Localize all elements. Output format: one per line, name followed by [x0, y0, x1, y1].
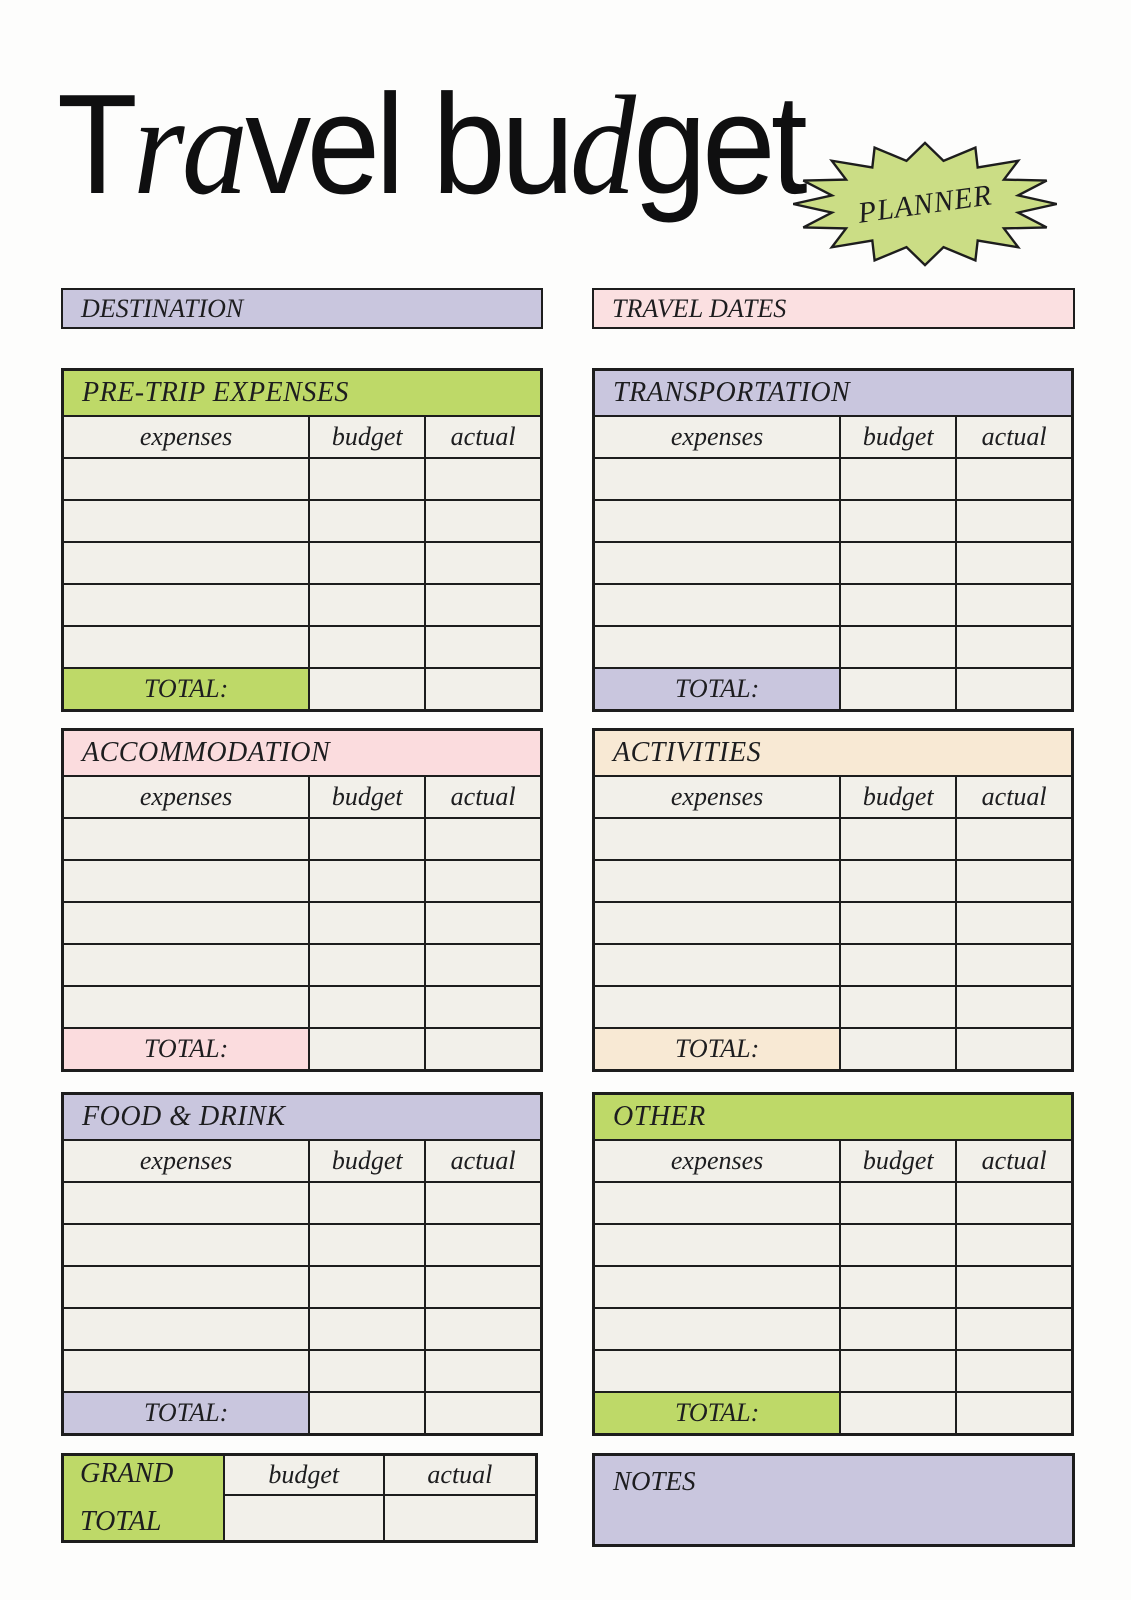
expense-name-cell[interactable]: [63, 1350, 310, 1392]
budget-cell[interactable]: [840, 1350, 956, 1392]
actual-cell[interactable]: [956, 1182, 1072, 1224]
total-row: [594, 1028, 1073, 1071]
total-budget-cell[interactable]: [840, 1392, 956, 1435]
actual-cell[interactable]: [956, 542, 1072, 584]
expense-name-cell[interactable]: [63, 860, 310, 902]
table-row: [63, 818, 542, 860]
actual-cell[interactable]: [956, 986, 1072, 1028]
expense-name-cell[interactable]: [63, 584, 310, 626]
table-row: [594, 902, 1073, 944]
table-row: [594, 1266, 1073, 1308]
total-budget-cell[interactable]: [309, 1392, 425, 1435]
section-title: ACCOMMODATION: [63, 730, 542, 777]
column-header-actual: actual: [425, 416, 541, 458]
column-header-expenses: expenses: [594, 1140, 841, 1182]
budget-cell[interactable]: [309, 626, 425, 668]
expense-name-cell[interactable]: [594, 1308, 841, 1350]
actual-cell[interactable]: [425, 944, 541, 986]
total-budget-cell[interactable]: [309, 668, 425, 711]
expense-name-cell[interactable]: [594, 1266, 841, 1308]
expense-name-cell[interactable]: [63, 542, 310, 584]
budget-cell[interactable]: [840, 818, 956, 860]
budget-cell[interactable]: [309, 584, 425, 626]
table-row: [63, 626, 542, 668]
actual-cell[interactable]: [425, 1308, 541, 1350]
actual-cell[interactable]: [956, 584, 1072, 626]
total-row: [63, 668, 542, 711]
expense-name-cell[interactable]: [63, 1266, 310, 1308]
total-actual-cell[interactable]: [425, 668, 541, 711]
table-row: [594, 1224, 1073, 1266]
table-row: [594, 584, 1073, 626]
notes-field[interactable]: [592, 1453, 1075, 1547]
title-segment: get: [633, 65, 804, 224]
table-row: [63, 860, 542, 902]
grand-total-label-line2: TOTAL: [80, 1506, 162, 1537]
total-actual-cell[interactable]: [425, 1392, 541, 1435]
total-budget-cell[interactable]: [840, 1028, 956, 1071]
section-title: ACTIVITIES: [594, 730, 1073, 777]
column-header-budget: budget: [309, 416, 425, 458]
grand-total-section: [61, 1453, 538, 1543]
section-transportation: [592, 368, 1074, 712]
table-row: [594, 860, 1073, 902]
expense-name-cell[interactable]: [594, 542, 841, 584]
expense-name-cell[interactable]: [594, 584, 841, 626]
table-row: [594, 542, 1073, 584]
table-row: [63, 1350, 542, 1392]
actual-cell[interactable]: [956, 902, 1072, 944]
table-row: [63, 458, 542, 500]
expense-name-cell[interactable]: [594, 986, 841, 1028]
actual-cell[interactable]: [956, 818, 1072, 860]
budget-cell[interactable]: [309, 818, 425, 860]
expense-name-cell[interactable]: [63, 818, 310, 860]
column-header-actual: actual: [956, 776, 1072, 818]
actual-cell[interactable]: [956, 944, 1072, 986]
table-row: [63, 986, 542, 1028]
page-title: [57, 65, 804, 224]
actual-cell[interactable]: [956, 626, 1072, 668]
expense-name-cell[interactable]: [63, 986, 310, 1028]
grand-budget-cell[interactable]: [224, 1495, 384, 1542]
budget-cell[interactable]: [309, 1266, 425, 1308]
total-actual-cell[interactable]: [425, 1028, 541, 1071]
column-header-actual: actual: [425, 776, 541, 818]
total-actual-cell[interactable]: [956, 1028, 1072, 1071]
actual-cell[interactable]: [425, 542, 541, 584]
actual-cell[interactable]: [956, 1350, 1072, 1392]
expense-name-cell[interactable]: [594, 860, 841, 902]
title-segment: T: [57, 65, 134, 224]
expense-name-cell[interactable]: [63, 458, 310, 500]
grand-budget-header: budget: [224, 1455, 384, 1496]
budget-cell[interactable]: [840, 1308, 956, 1350]
actual-cell[interactable]: [956, 1266, 1072, 1308]
expense-name-cell[interactable]: [63, 902, 310, 944]
actual-cell[interactable]: [425, 458, 541, 500]
table-row: [594, 1308, 1073, 1350]
destination-field[interactable]: [61, 288, 543, 329]
table-row: [63, 500, 542, 542]
total-budget-cell[interactable]: [309, 1028, 425, 1071]
table-row: [63, 542, 542, 584]
travel-dates-field[interactable]: [592, 288, 1075, 329]
grand-total-label-line1: GRAND: [80, 1457, 174, 1489]
table-row: [594, 458, 1073, 500]
actual-cell[interactable]: [425, 626, 541, 668]
table-row: [594, 500, 1073, 542]
total-actual-cell[interactable]: [956, 1392, 1072, 1435]
expense-name-cell[interactable]: [594, 458, 841, 500]
expense-name-cell[interactable]: [594, 1224, 841, 1266]
budget-cell[interactable]: [840, 626, 956, 668]
total-label: TOTAL:: [594, 668, 841, 711]
total-label: TOTAL:: [594, 1392, 841, 1435]
total-actual-cell[interactable]: [956, 668, 1072, 711]
table-row: [63, 1266, 542, 1308]
budget-cell[interactable]: [840, 902, 956, 944]
budget-cell[interactable]: [840, 500, 956, 542]
expense-name-cell[interactable]: [63, 1308, 310, 1350]
column-header-actual: actual: [956, 416, 1072, 458]
section-activities: [592, 728, 1074, 1072]
actual-cell[interactable]: [425, 902, 541, 944]
total-label: TOTAL:: [63, 1392, 310, 1435]
total-label: TOTAL:: [63, 668, 310, 711]
table-row: [594, 1182, 1073, 1224]
actual-cell[interactable]: [425, 1266, 541, 1308]
budget-cell[interactable]: [840, 1224, 956, 1266]
expense-name-cell[interactable]: [63, 944, 310, 986]
table-row: [594, 626, 1073, 668]
column-header-budget: budget: [840, 1140, 956, 1182]
grand-total-label: [63, 1455, 224, 1542]
actual-cell[interactable]: [956, 860, 1072, 902]
table-row: [63, 1308, 542, 1350]
expense-name-cell[interactable]: [594, 1182, 841, 1224]
budget-cell[interactable]: [840, 986, 956, 1028]
budget-cell[interactable]: [840, 1182, 956, 1224]
table-row: [63, 1224, 542, 1266]
planner-badge: [786, 141, 1064, 267]
badge-label: PLANNER: [856, 179, 995, 230]
budget-cell[interactable]: [309, 902, 425, 944]
title-segment: ra: [133, 66, 246, 224]
grand-actual-header: actual: [384, 1455, 537, 1496]
actual-cell[interactable]: [425, 500, 541, 542]
expense-name-cell[interactable]: [63, 500, 310, 542]
expense-name-cell[interactable]: [63, 1182, 310, 1224]
actual-cell[interactable]: [956, 1224, 1072, 1266]
budget-cell[interactable]: [840, 1266, 956, 1308]
budget-cell[interactable]: [309, 500, 425, 542]
budget-cell[interactable]: [309, 986, 425, 1028]
actual-cell[interactable]: [425, 1350, 541, 1392]
total-label: TOTAL:: [63, 1028, 310, 1071]
expense-name-cell[interactable]: [63, 626, 310, 668]
actual-cell[interactable]: [956, 1308, 1072, 1350]
destination-label: DESTINATION: [81, 293, 244, 323]
budget-cell[interactable]: [840, 944, 956, 986]
expense-name-cell[interactable]: [594, 944, 841, 986]
notes-label: NOTES: [613, 1466, 696, 1496]
actual-cell[interactable]: [425, 584, 541, 626]
budget-cell[interactable]: [309, 1308, 425, 1350]
table-row: [63, 1182, 542, 1224]
expense-name-cell[interactable]: [594, 500, 841, 542]
grand-actual-cell[interactable]: [384, 1495, 537, 1542]
budget-cell[interactable]: [840, 860, 956, 902]
column-header-actual: actual: [956, 1140, 1072, 1182]
column-header-expenses: expenses: [63, 1140, 310, 1182]
expense-name-cell[interactable]: [594, 902, 841, 944]
total-budget-cell[interactable]: [840, 668, 956, 711]
actual-cell[interactable]: [425, 860, 541, 902]
title-segment: d: [569, 66, 634, 224]
actual-cell[interactable]: [425, 1182, 541, 1224]
table-row: [594, 1350, 1073, 1392]
section-accommodation: [61, 728, 543, 1072]
travel-dates-label: TRAVEL DATES: [612, 293, 787, 323]
column-header-budget: budget: [840, 416, 956, 458]
table-row: [63, 944, 542, 986]
expense-name-cell[interactable]: [594, 1350, 841, 1392]
expense-name-cell[interactable]: [594, 626, 841, 668]
budget-cell[interactable]: [309, 944, 425, 986]
budget-cell[interactable]: [309, 1182, 425, 1224]
actual-cell[interactable]: [425, 986, 541, 1028]
budget-cell[interactable]: [840, 584, 956, 626]
total-row: [63, 1392, 542, 1435]
column-header-expenses: expenses: [63, 776, 310, 818]
table-row: [594, 818, 1073, 860]
column-header-expenses: expenses: [594, 416, 841, 458]
actual-cell[interactable]: [956, 458, 1072, 500]
budget-cell[interactable]: [309, 1224, 425, 1266]
budget-cell[interactable]: [309, 542, 425, 584]
expense-name-cell[interactable]: [63, 1224, 310, 1266]
total-row: [63, 1028, 542, 1071]
actual-cell[interactable]: [425, 818, 541, 860]
budget-cell[interactable]: [309, 458, 425, 500]
budget-cell[interactable]: [309, 1350, 425, 1392]
total-row: [594, 668, 1073, 711]
section-title: TRANSPORTATION: [594, 370, 1073, 417]
budget-cell[interactable]: [309, 860, 425, 902]
section-title: OTHER: [594, 1094, 1073, 1141]
section-title: PRE-TRIP EXPENSES: [63, 370, 542, 417]
title-segment: vel bu: [245, 65, 570, 224]
table-row: [594, 944, 1073, 986]
column-header-budget: budget: [840, 776, 956, 818]
table-row: [63, 902, 542, 944]
column-header-actual: actual: [425, 1140, 541, 1182]
column-header-budget: budget: [309, 776, 425, 818]
expense-name-cell[interactable]: [594, 818, 841, 860]
column-header-budget: budget: [309, 1140, 425, 1182]
total-label: TOTAL:: [594, 1028, 841, 1071]
budget-cell[interactable]: [840, 458, 956, 500]
section-pre-trip-expenses: [61, 368, 543, 712]
column-header-expenses: expenses: [594, 776, 841, 818]
budget-cell[interactable]: [840, 542, 956, 584]
table-row: [63, 584, 542, 626]
section-food-drink: [61, 1092, 543, 1436]
actual-cell[interactable]: [956, 500, 1072, 542]
total-row: [594, 1392, 1073, 1435]
actual-cell[interactable]: [425, 1224, 541, 1266]
section-title: FOOD & DRINK: [63, 1094, 542, 1141]
section-other: [592, 1092, 1074, 1436]
column-header-expenses: expenses: [63, 416, 310, 458]
table-row: [594, 986, 1073, 1028]
